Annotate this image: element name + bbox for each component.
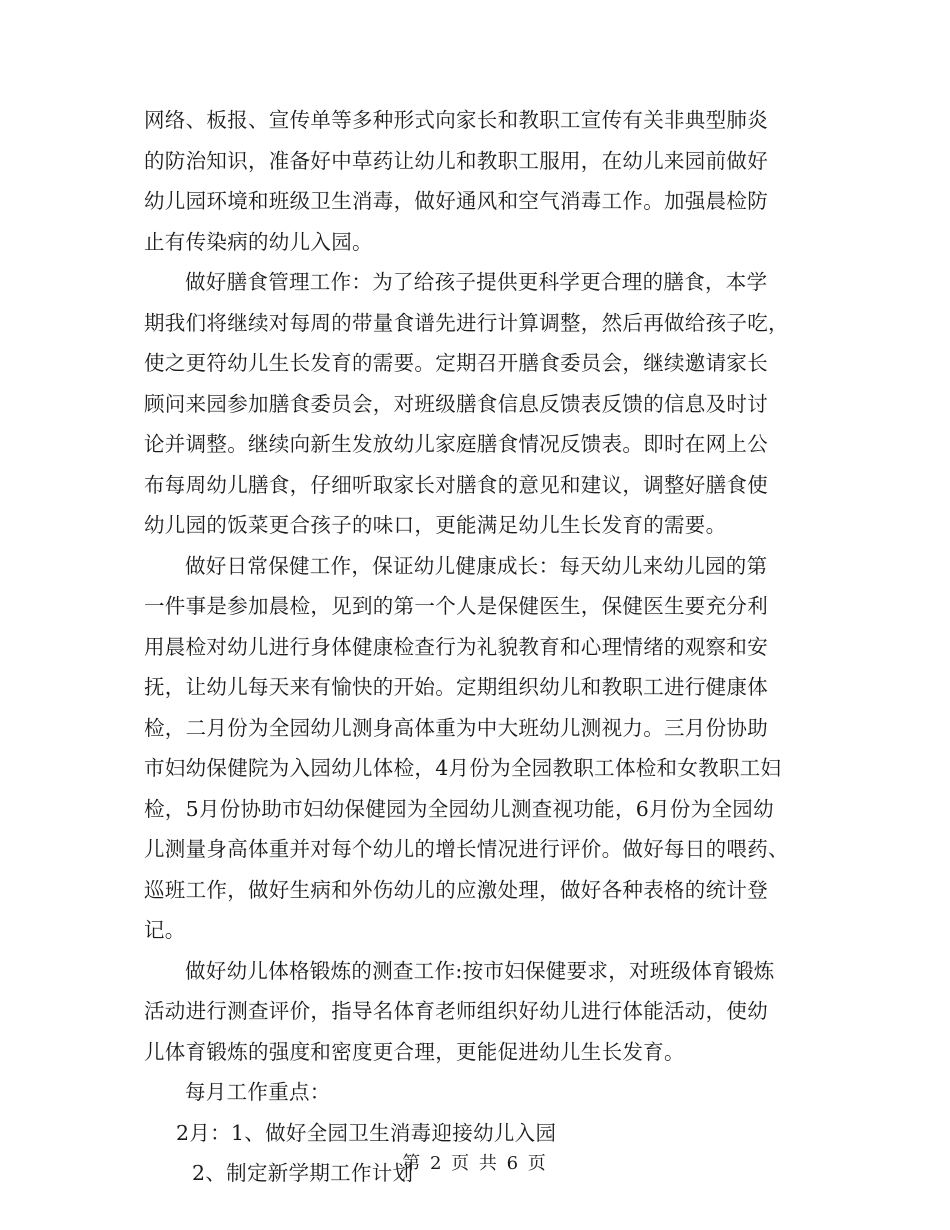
text-line: 巡班工作，做好生病和外伤幼儿的应激处理，做好各种表格的统计登 [144, 877, 768, 902]
page-footer: 第 2 页 共 6 页 [402, 1153, 548, 1174]
text-line: 检，5月份协助市妇幼保健园为全园幼儿测查视功能，6月份为全园幼 [144, 796, 774, 821]
text-line: 抚，让幼儿每天来有愉快的开始。定期组织幼儿和教职工进行健康体 [144, 675, 768, 699]
monthly-item: 2、制定新学期工作计划 [192, 1161, 414, 1185]
text-line: 儿体育锻炼的强度和密度更合理，更能促进幼儿生长发育。 [144, 1039, 685, 1064]
text-line: 止有传染病的幼儿入园。 [144, 229, 373, 254]
text-line: 检，二月份为全园幼儿测身高体重为中大班幼儿测视力。三月份协助 [144, 715, 768, 740]
text-line: 儿测量身高体重并对每个幼儿的增长情况进行评价。做好每日的喂药、 [144, 837, 789, 861]
text-line: 期我们将继续对每周的带量食谱先进行计算调整，然后再做给孩子吃， [144, 310, 789, 335]
text-line: 论并调整。继续向新生发放幼儿家庭膳食情况反馈表。即时在网上公 [144, 432, 768, 456]
paragraph-start-line: 做好幼儿体格锻炼的测查工作:按市妇保健要求，对班级体育锻炼 [185, 958, 775, 983]
paragraph-start-line: 做好膳食管理工作：为了给孩子提供更科学更合理的膳食，本学 [185, 270, 768, 294]
text-line: 网络、板报、宣传单等多种形式向家长和教职工宣传有关非典型肺炎 [144, 108, 768, 132]
body-text [144, 100, 810, 1194]
text-line: 一件事是参加晨检，见到的第一个人是保健医生，保健医生要充分利 [144, 594, 768, 618]
text-line: 幼儿园的饭菜更合孩子的味口，更能满足幼儿生长发育的需要。 [144, 513, 727, 537]
text-line: 用晨检对幼儿进行身体健康检查行为礼貌教育和心理情绪的观察和安 [144, 634, 768, 659]
text-line: 顾问来园参加膳食委员会，对班级膳食信息反馈表反馈的信息及时讨 [144, 391, 768, 416]
text-line: 记。 [144, 918, 186, 942]
section-heading: 每月工作重点： [185, 1080, 331, 1104]
text-line: 布每周幼儿膳食，仔细听取家长对膳食的意见和建议，调整好膳食使 [144, 472, 768, 497]
paragraph-start-line: 做好日常保健工作，保证幼儿健康成长：每天幼儿来幼儿园的第 [185, 553, 768, 578]
text-line: 使之更符幼儿生长发育的需要。定期召开膳食委员会，继续邀请家长 [144, 351, 768, 375]
monthly-item: 2月：1、做好全园卫生消毒迎接幼儿入园 [176, 1120, 557, 1145]
text-line: 的防治知识，准备好中草药让幼儿和教职工服用，在幼儿来园前做好 [144, 148, 768, 173]
text-line: 市妇幼保健院为入园幼儿体检，4月份为全园教职工体检和女教职工妇 [144, 756, 782, 780]
text-line: 幼儿园环境和班级卫生消毒，做好通风和空气消毒工作。加强晨检防 [144, 189, 768, 213]
text-line: 活动进行测查评价，指导名体育老师组织好幼儿进行体能活动，使幼 [144, 999, 768, 1023]
